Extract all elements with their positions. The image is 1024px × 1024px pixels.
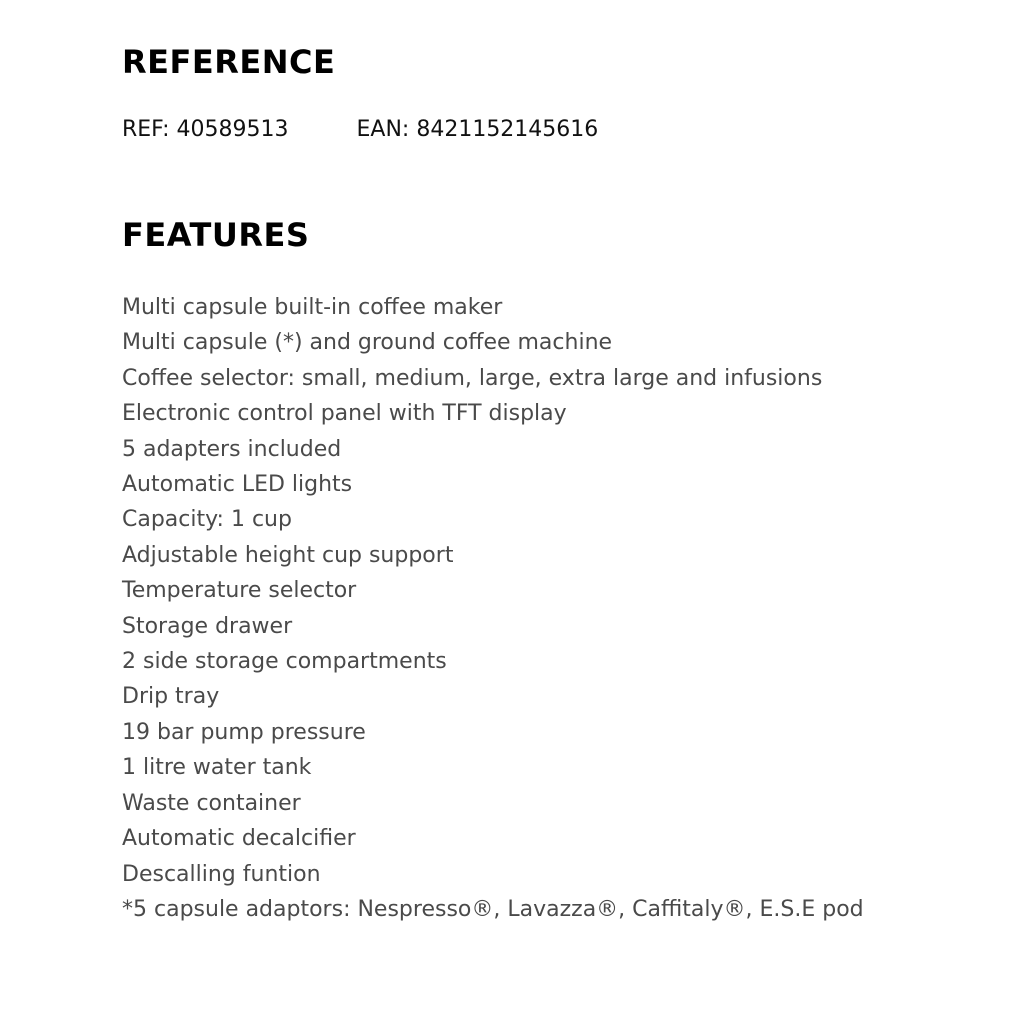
feature-item: Drip tray xyxy=(122,684,220,710)
feature-item: Descalling funtion xyxy=(122,861,321,887)
features-list xyxy=(122,290,902,927)
feature-item: Automatic decalcifier xyxy=(122,826,356,852)
feature-item: 19 bar pump pressure xyxy=(122,719,366,745)
feature-item: Storage drawer xyxy=(122,613,293,639)
ean-code: EAN: 8421152145616 xyxy=(356,117,599,142)
feature-item: Multi capsule built-in coffee maker xyxy=(122,295,503,320)
feature-item: Multi capsule (*) and ground coffee machine xyxy=(122,330,613,356)
feature-item: 5 adapters included xyxy=(122,436,342,462)
feature-item: Temperature selector xyxy=(122,578,357,604)
ref-code: REF: 40589513 xyxy=(122,117,289,142)
reference-codes xyxy=(122,116,598,144)
feature-item: 2 side storage compartments xyxy=(122,649,447,675)
feature-item: Waste container xyxy=(122,790,301,816)
feature-item: Capacity: 1 cup xyxy=(122,507,292,533)
feature-item: Coffee selector: small, medium, large, extra large and infusions xyxy=(122,365,823,391)
features-heading: FEATURES xyxy=(122,216,310,254)
feature-item: Electronic control panel with TFT display xyxy=(122,401,567,427)
feature-item: Automatic LED lights xyxy=(122,472,353,498)
feature-item-footnote: *5 capsule adaptors: Nespresso®, Lavazza®, Caffitaly®, E.S.E pod xyxy=(122,896,864,922)
reference-heading: REFERENCE xyxy=(122,43,336,81)
feature-item: Adjustable height cup support xyxy=(122,542,454,568)
feature-item: 1 litre water tank xyxy=(122,755,312,781)
